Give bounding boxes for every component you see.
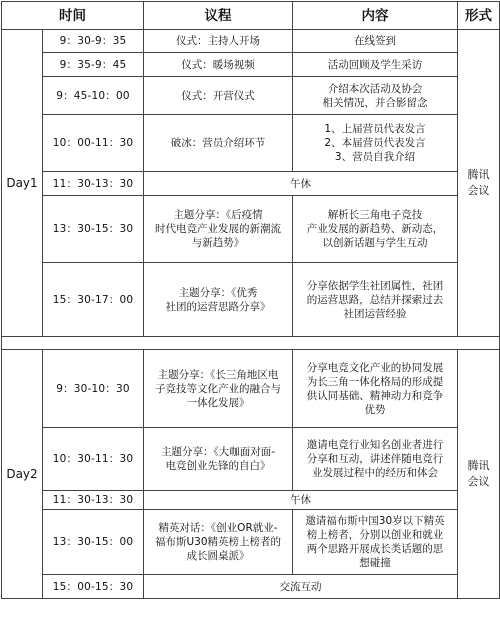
time-cell: 10：00-11：30 [43, 115, 144, 172]
time-cell: 15：00-15：30 [43, 575, 144, 599]
agenda-cell: 主题分享：《长三角地区电 子竞技等文化产业的融合与 一体化发展》 [144, 350, 293, 428]
time-cell: 11：30-13：30 [43, 491, 144, 510]
time-cell: 9：30-10：30 [43, 350, 144, 428]
table-row [2, 172, 500, 196]
table-row [2, 350, 500, 428]
table-row [2, 428, 500, 491]
day-label: Day1 [2, 30, 43, 337]
schedule-table [1, 1, 500, 599]
day-label: Day2 [2, 350, 43, 599]
break-cell: 午休 [144, 491, 458, 510]
table-row [2, 30, 500, 53]
content-cell: 在线签到 [293, 30, 458, 53]
table-row [2, 263, 500, 337]
time-cell: 9：45-10：00 [43, 77, 144, 115]
agenda-cell: 主题分享：《后疫情 时代电竞产业发展的新潮流 与新趋势》 [144, 196, 293, 263]
content-cell: 介绍本次活动及协会 相关情况，并合影留念 [293, 77, 458, 115]
format-cell: 腾讯 会议 [458, 350, 500, 599]
header-format: 形式 [458, 2, 500, 30]
table-row [2, 53, 500, 77]
time-cell: 15：30-17：00 [43, 263, 144, 337]
time-cell: 9：35-9：45 [43, 53, 144, 77]
table-row [2, 510, 500, 575]
agenda-cell: 仪式：主持人开场 [144, 30, 293, 53]
header-agenda: 议程 [144, 2, 293, 30]
agenda-cell: 精英对话：《创业OR就业- 福布斯U30精英榜上榜者的 成长圆桌派》 [144, 510, 293, 575]
format-cell: 腾讯 会议 [458, 30, 500, 337]
time-cell: 13：30-15：00 [43, 510, 144, 575]
header-content: 内容 [293, 2, 458, 30]
time-cell: 10：30-11：30 [43, 428, 144, 491]
table-row [2, 115, 500, 172]
table-row [2, 491, 500, 510]
table-row [2, 575, 500, 599]
content-cell: 邀请福布斯中国30岁以下精英 榜上榜者，分别以创业和就业 两个思路开展成长类话题的思 想碰撞 [293, 510, 458, 575]
content-cell: 1、上届营员代表发言 2、本届营员代表发言 3、营员自我介绍 [293, 115, 458, 172]
content-cell: 分享依据学生社团属性，社团 的运营思路，总结并探索过去 社团运营经验 [293, 263, 458, 337]
agenda-cell: 主题分享：《优秀 社团的运营思路分享》 [144, 263, 293, 337]
activity-cell: 交流互动 [144, 575, 458, 599]
table-row [2, 77, 500, 115]
time-cell: 9：30-9：35 [43, 30, 144, 53]
content-cell: 解析长三角电子竞技 产业发展的新趋势、新动态， 以创新话题与学生互动 [293, 196, 458, 263]
agenda-cell: 主题分享：《大咖面对面- 电竞创业先锋的自白》 [144, 428, 293, 491]
content-cell: 活动回顾及学生采访 [293, 53, 458, 77]
agenda-cell: 仪式：开营仪式 [144, 77, 293, 115]
agenda-cell: 仪式：暖场视频 [144, 53, 293, 77]
time-cell: 13：30-15：30 [43, 196, 144, 263]
content-cell: 邀请电竞行业知名创业者进行 分享和互动，讲述伴随电竞行 业发展过程中的经历和体会 [293, 428, 458, 491]
time-cell: 11：30-13：30 [43, 172, 144, 196]
content-cell: 分享电竞文化产业的协同发展 为长三角一体化格局的形成提 供认同基础、精神动力和竞争 优势 [293, 350, 458, 428]
header-row [2, 2, 500, 30]
agenda-cell: 破冰：营员介绍环节 [144, 115, 293, 172]
break-cell: 午休 [144, 172, 458, 196]
header-time: 时间 [2, 2, 144, 30]
day-separator [2, 337, 500, 350]
table-row [2, 196, 500, 263]
